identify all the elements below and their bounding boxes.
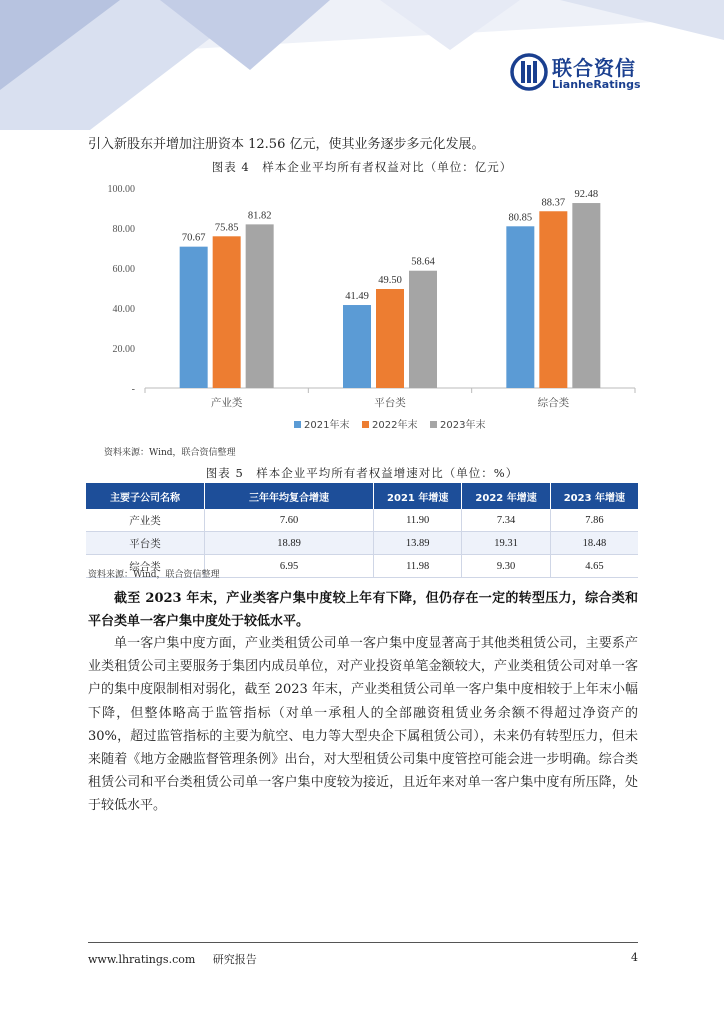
bar [246, 224, 274, 388]
x-category-label: 平台类 [374, 397, 406, 409]
y-tick-label: 80.00 [112, 224, 135, 235]
figure5-title: 图表 5 样本企业平均所有者权益增速对比（单位：%） [205, 466, 519, 480]
table-cell: 18.89 [205, 532, 374, 555]
data-label: 70.67 [181, 232, 206, 244]
table-row [86, 509, 638, 532]
table-cell: 7.34 [462, 509, 550, 532]
figure4-title: 图表 4 样本企业平均所有者权益对比（单位：亿元） [211, 160, 513, 174]
data-label: 41.49 [345, 291, 369, 303]
legend-swatch [362, 421, 369, 428]
table-cell: 11.98 [374, 555, 462, 578]
table-header: 2022 年增速 [462, 483, 550, 509]
data-label: 92.48 [574, 189, 599, 201]
table-cell: 19.31 [462, 532, 550, 555]
table-cell: 7.60 [205, 509, 374, 532]
intro-line: 引入新股东并增加注册资本 12.56 亿元，使其业务逐步多元化发展。 [88, 137, 485, 152]
equity-bar-chart [80, 176, 650, 446]
data-label: 88.37 [541, 197, 566, 209]
table-row [86, 532, 638, 555]
bar [180, 247, 208, 388]
bar [572, 203, 600, 388]
legend-label: 2021年末 [304, 420, 350, 431]
bar [506, 226, 534, 388]
bar [409, 271, 437, 388]
data-label: 80.85 [508, 212, 533, 224]
bold-paragraph: 截至 2023 年末，产业类客户集中度较上年有下降，但仍存在一定的转型压力，综合类和平台类单一客户集中度处于较低水平。 [88, 591, 638, 629]
table-header: 2021 年增速 [374, 483, 462, 509]
page-number: 4 [631, 951, 638, 964]
table-cell: 4.65 [550, 555, 638, 578]
data-label: 81.82 [247, 210, 272, 222]
data-label: 58.64 [411, 256, 435, 268]
growth-table [86, 483, 638, 578]
y-tick-label: - [131, 384, 135, 395]
footer-label: 研究报告 [212, 953, 257, 966]
legend-label: 2022年末 [372, 420, 418, 431]
company-logo [510, 52, 650, 96]
table-cell: 平台类 [86, 532, 205, 555]
y-tick-label: 60.00 [112, 264, 135, 275]
table-cell: 综合类 [86, 555, 205, 578]
table-header-row [86, 483, 638, 509]
x-category-label: 综合类 [537, 397, 570, 409]
table-header: 三年年均复合增速 [205, 483, 374, 509]
table-cell: 9.30 [462, 555, 550, 578]
footer-divider [88, 942, 638, 943]
bar [539, 211, 567, 388]
x-category-label: 产业类 [210, 397, 243, 409]
table-cell: 6.95 [205, 555, 374, 578]
y-tick-label: 40.00 [112, 304, 135, 315]
lianhe-logo-icon [510, 52, 548, 92]
logo-text-en: LianheRatings [552, 78, 641, 91]
table-header: 2023 年增速 [550, 483, 638, 509]
footer-website-link[interactable]: www.lhratings.com [88, 953, 196, 966]
figure4-source: 资料来源：Wind，联合资信整理 [104, 448, 236, 458]
bar [213, 236, 241, 388]
bar [376, 289, 404, 388]
table-cell: 11.90 [374, 509, 462, 532]
data-label: 75.85 [214, 222, 239, 234]
bar [343, 305, 371, 388]
legend-swatch [294, 421, 301, 428]
legend-label: 2023年末 [440, 420, 486, 431]
figure5-source: 资料来源：Wind，联合资信整理 [88, 570, 220, 580]
legend-swatch [430, 421, 437, 428]
y-tick-label: 20.00 [112, 344, 135, 355]
data-label: 49.50 [378, 275, 402, 286]
table-cell: 18.48 [550, 532, 638, 555]
logo-text-cn: 联合资信 [552, 56, 636, 80]
table-cell: 7.86 [550, 509, 638, 532]
table-cell: 产业类 [86, 509, 205, 532]
footer-left [88, 951, 257, 967]
table-cell: 13.89 [374, 532, 462, 555]
y-tick-label: 100.00 [107, 184, 135, 195]
table-header: 主要子公司名称 [86, 483, 205, 509]
body-paragraph: 单一客户集中度方面，产业类租赁公司单一客户集中度显著高于其他类租赁公司，主要系产业类租赁公司主要服务于集团内成员单位，对产业投资单笔金额较大，产业类租赁公司对单一客户的集中度限制相对弱化，截至 2023 年末，产业类租赁公司单一客户集中度相较于上年末小幅下降，但整体略高于监管指标（对单一承租人的全部融资租赁业务余额不得超过净资产的 30%，超过监管指标的主要为航空、电力等大型央企下属租赁公司），未来仍有转型压力，但未来随着《地方金融监督管理条例》出台，对大型租赁公司集中度管控可能会进一步明确。综合类租赁公司和平台类租赁公司单一客户集中度较为接近，且近年来对单一客户集中度有所压降，处于较低水平。 [88, 636, 638, 814]
